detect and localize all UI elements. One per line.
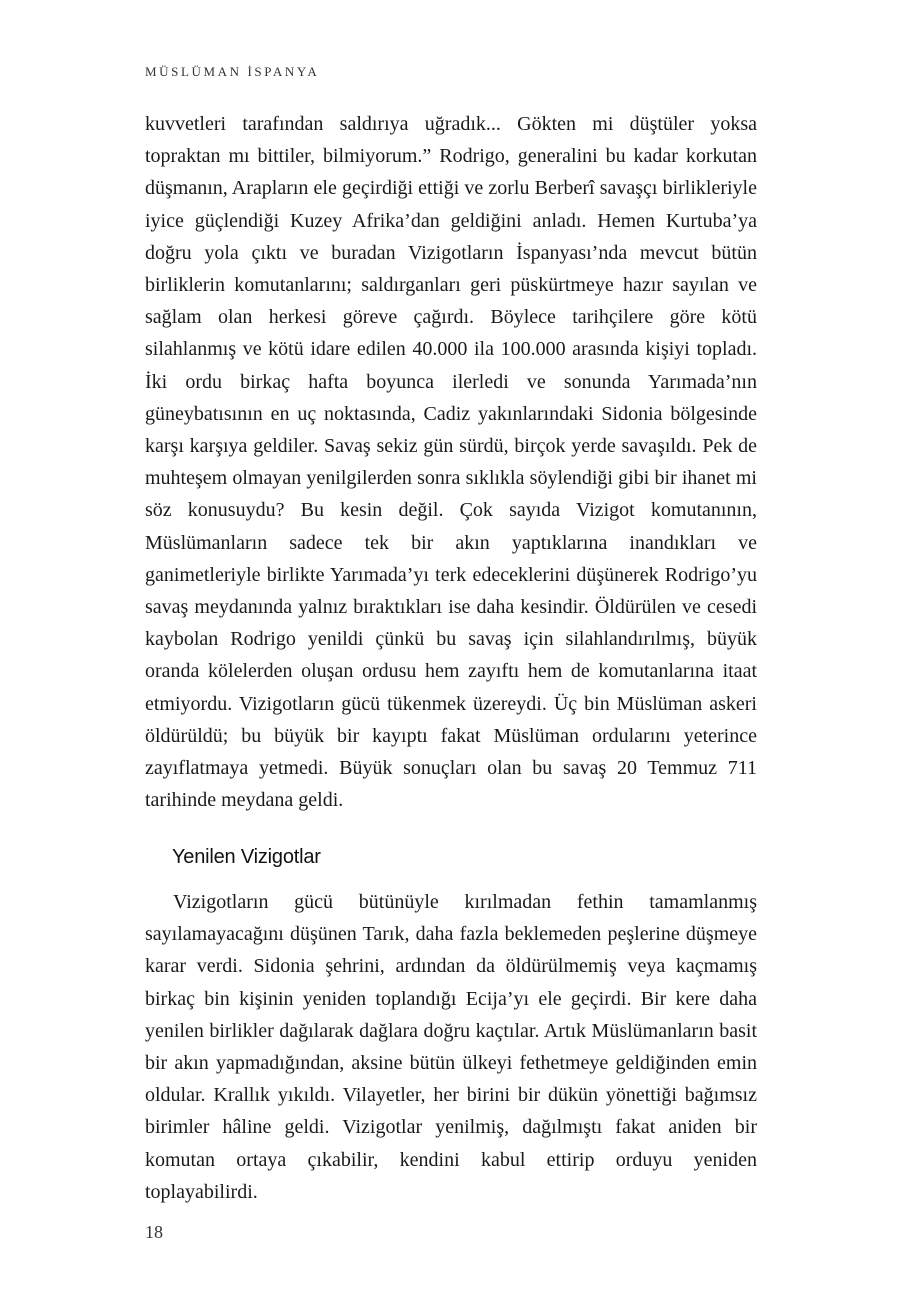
paragraph: Vizigotların gücü bütünüyle kırılmadan fethin tamamlanmış sayılamayacağını düşünen Tarık, daha fazla beklemeden peşlerine düşmeye karar verdi. Sidonia şehrini, ardından da öldürülmemiş veya kaçmamış birkaç bin kişinin yeniden toplandığı Ecija’yı ele geçirdi. Bir kere daha yenilen birlikler dağılarak dağlara doğru kaçtılar. Artık Müslümanların basit bir akın yapmadığından, aksine bütün ülkeyi fethetmeye geldiğinden emin oldular. Krallık yıkıldı. Vilayetler, her birini bir dükün yönettiği bağımsız birimler hâline geldi. Vizigotlar yenilmiş, dağılmıştı fakat aniden bir komutan ortaya çıkabilir, kendini kabul ettirip orduyu yeniden toplayabilirdi. — [145, 891, 757, 1203]
body-text-continued — [145, 108, 757, 816]
page-number: 18 — [145, 1222, 163, 1242]
body-text-section — [145, 886, 757, 1208]
running-head: MÜSLÜMAN İSPANYA — [145, 64, 320, 79]
paragraph: kuvvetleri tarafından saldırıya uğradık... Gökten mi düştüler yoksa topraktan mı bittiler, bilmiyorum.” Rodrigo, generalini bu kadar korkutan düşmanın, Arapların ele geçirdiği ettiği ve zorlu Berberî savaşçı birlikleriyle iyice güçlendiği Kuzey Afrika’dan geldiğini anladı. Hemen Kurtuba’ya doğru yola çıktı ve buradan Vizigotların İspanyası’nda mevcut bütün birliklerin komutanlarını; saldırganları geri püskürtmeye hazır sayılan ve sağlam olan herkesi göreve çağırdı. Böylece tarihçilere göre kötü silahlanmış ve kötü idare edilen 40.000 ila 100.000 arasında kişiyi topladı. İki ordu birkaç hafta boyunca ilerledi ve sonunda Yarımada’nın güneybatısının en uç noktasında, Cadiz yakınlarındaki Sidonia bölgesinde karşı karşıya geldiler. Savaş sekiz gün sürdü, birçok yerde savaşıldı. Pek de muhteşem olmayan yenilgilerden sonra sıklıkla söylendiği gibi bir ihanet mi söz konusuydu? Bu kesin değil. Çok sayıda Vizigot komutanının, Müslümanların sadece tek bir akın yaptıklarına inandıkları ve ganimetleriyle birlikte Yarımada’yı terk edeceklerini düşünerek Rodrigo’yu savaş meydanında yalnız bıraktıkları ise daha kesindir. Öldürülen ve cesedi kaybolan Rodrigo yenildi çünkü bu savaş için silahlandırılmış, büyük oranda kölelerden oluşan ordusu hem zayıftı hem de komutanlarına itaat etmiyordu. Vizigotların gücü tükenmek üzereydi. Üç bin Müslüman askeri öldürüldü; bu büyük bir kayıptı fakat Müslüman ordularını yeterince zayıflatmaya yetmedi. Büyük sonuçları olan bu savaş 20 Temmuz 711 tarihinde meydana geldi. — [145, 113, 757, 812]
section-heading: Yenilen Vizigotlar — [172, 846, 321, 868]
